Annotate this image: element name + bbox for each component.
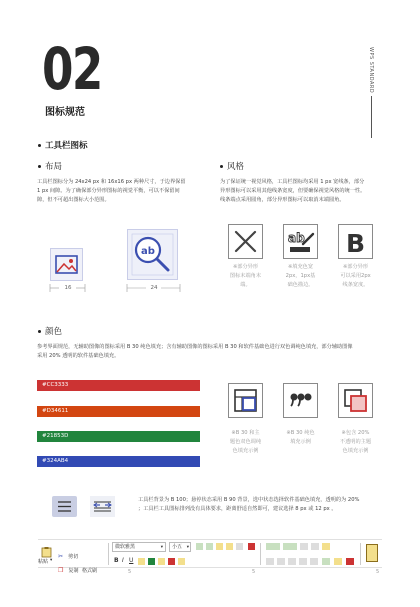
font-size-select[interactable]: 小五 ▾ [169, 542, 191, 552]
text-edit-icon [284, 225, 317, 258]
sort-button[interactable] [322, 543, 330, 550]
search-icon-frame [127, 229, 178, 280]
indent-button[interactable] [311, 543, 319, 550]
column-width-icon [90, 496, 115, 517]
bold-style-icon-frame [338, 224, 373, 259]
toolbar-separator [360, 543, 361, 565]
numbering-button[interactable] [283, 543, 297, 550]
bullet-icon [38, 165, 41, 168]
align-right-button[interactable] [288, 558, 296, 565]
scissors-icon: ✂ [58, 553, 64, 560]
dimension-16-label: 16 [64, 285, 72, 291]
close-x-icon [229, 225, 262, 258]
bold-b-icon [339, 225, 372, 258]
page-mark-right: 5 [376, 569, 380, 575]
italic-icon: I [122, 557, 124, 564]
search-doc-icon [128, 230, 177, 279]
toolbar-separator [108, 543, 109, 565]
shading-button[interactable] [334, 558, 342, 565]
clear-format-button[interactable] [216, 543, 223, 550]
grow-font-button[interactable] [196, 543, 203, 550]
paste-dropdown-icon[interactable]: ▾ [50, 558, 53, 563]
side-label: WPS STANDARD [368, 47, 374, 94]
selected-state-sample [90, 496, 115, 517]
italic-button[interactable] [122, 557, 124, 564]
pinyin-button[interactable] [226, 543, 233, 550]
cut-button[interactable]: ✂ 剪切 [58, 553, 79, 560]
picture-icon-frame [50, 248, 83, 281]
char-shading-button[interactable] [158, 558, 165, 565]
table-frame-color-icon-frame [228, 383, 263, 418]
chapter-title: 图标规范 [45, 107, 85, 118]
justify-button[interactable] [299, 558, 307, 565]
char-border-button[interactable] [236, 543, 243, 550]
svg-text:B: B [346, 229, 366, 258]
paste-icon [40, 546, 54, 558]
swatch-green: #21853D [37, 431, 200, 442]
colors-paragraph: 参考界面规范，无辅助图像的图标采用 B 30 纯色填充；含有辅助图像的图标采用 B 30 和软件基础色进行双色调纯色填充，部分辅助图像 采用 20% 透明的软件基础色填充。 [37, 344, 353, 359]
text-color-button[interactable] [148, 558, 155, 565]
layers-color-icon-frame [338, 383, 373, 418]
distribute-button[interactable] [310, 558, 318, 565]
color-caption-3: ※包含 20% 不透明的主题 色填充示例 [339, 430, 372, 454]
bullet-icon [38, 330, 41, 333]
color-caption-2: ※B 30 纯色 填充示例 [286, 430, 315, 445]
svg-text:ab: ab [141, 246, 155, 257]
copy-icon: ❐ [58, 567, 64, 574]
style-button[interactable] [248, 543, 255, 550]
color-caption-1: ※B 30 和主 题色双色调纯 色填充示例 [229, 430, 262, 454]
picture-icon [51, 249, 82, 280]
toolbar-demo [38, 539, 382, 574]
style-caption-3: ※部分异形 可以采用2px 线条宽度。 [340, 264, 371, 288]
close-x-style-icon-frame [228, 224, 263, 259]
bullets-button[interactable] [266, 543, 280, 550]
layers-icon [339, 384, 372, 417]
font-name-select[interactable]: 微软雅黑 ▾ [112, 542, 166, 552]
swatch-orange: #D34611 [37, 406, 200, 417]
paste-button[interactable] [40, 543, 54, 555]
line-spacing-button[interactable] [322, 558, 330, 565]
page-mark-center: 5 [252, 569, 256, 575]
table-frame-icon [229, 384, 262, 417]
side-divider [371, 96, 372, 138]
toolbar-separator [260, 543, 261, 565]
quote-color-icon-frame [283, 383, 318, 418]
text-edit-style-icon-frame [283, 224, 318, 259]
font-color-button[interactable] [168, 558, 175, 565]
align-left-button[interactable] [266, 558, 274, 565]
chevron-down-icon: ▾ [160, 545, 163, 550]
style-title: 风格 [220, 160, 244, 172]
layout-paragraph: 工具栏图标分为 24x24 px 和 16x16 px 两种尺寸，于边界保留 1 px 间隙。为了确保部分异形图标的视觉平衡，可以不保留间 隙，但不可超出图标大小范围。 [37, 179, 186, 203]
swatch-blue: #324AB4 [37, 456, 200, 467]
paste-label[interactable]: 粘贴 [38, 559, 49, 565]
page-mark-left: 5 [128, 569, 132, 575]
border-button[interactable] [178, 558, 185, 565]
swatch-red: #CC3333 [37, 380, 200, 391]
chapter-number: 02 [42, 35, 102, 103]
align-justify-icon [52, 496, 77, 517]
style-paragraph: 为了保证统一视觉风格，工具栏图标均采用 1 px 宽线条，部分 异形图标可以采用其他线条宽度，但要确保视觉风格的统一性。 线条端点采用圆角，部分异形图标可以取消末端圆角。 [220, 179, 366, 203]
section-title: 工具栏图标 [38, 139, 88, 151]
layout-title: 布局 [38, 160, 62, 172]
chevron-down-icon: ▾ [186, 545, 189, 550]
highlight-button[interactable] [138, 558, 145, 565]
underline-icon: U [129, 557, 134, 564]
align-center-button[interactable] [277, 558, 285, 565]
bullet-icon [220, 165, 223, 168]
bullet-icon [38, 144, 41, 147]
paragraph-border-button[interactable] [346, 558, 354, 565]
shrink-font-button[interactable] [206, 543, 213, 550]
bold-icon: B [114, 557, 119, 564]
svg-text:ab: ab [288, 231, 305, 245]
dimension-24-label: 24 [150, 285, 158, 291]
bottom-paragraph: 工具栏背景为 B 100；悬停状态采用 B 90 背景，选中状态选择软件基础色填充，透明的为 20% ；工具栏工具图标排列没有具体要求，距离舒适自然即可，建议选择 8 px 或 12 px 。 [138, 497, 360, 512]
underline-button[interactable] [129, 557, 133, 564]
style-caption-1: ※部分异形 图标末端角末 端。 [229, 264, 262, 288]
hover-state-sample [52, 496, 77, 517]
copy-button[interactable]: ❐ 复制 [58, 567, 79, 574]
format-painter-button[interactable]: 格式刷 [82, 568, 98, 574]
style-caption-2: ※填充色宽 2px，1px基 础色描边。 [285, 264, 316, 288]
colors-title: 颜色 [38, 325, 62, 337]
quote-mark-icon [284, 384, 317, 417]
text-box-button[interactable] [366, 544, 378, 562]
outdent-button[interactable] [300, 543, 308, 550]
bold-button[interactable] [114, 557, 119, 564]
